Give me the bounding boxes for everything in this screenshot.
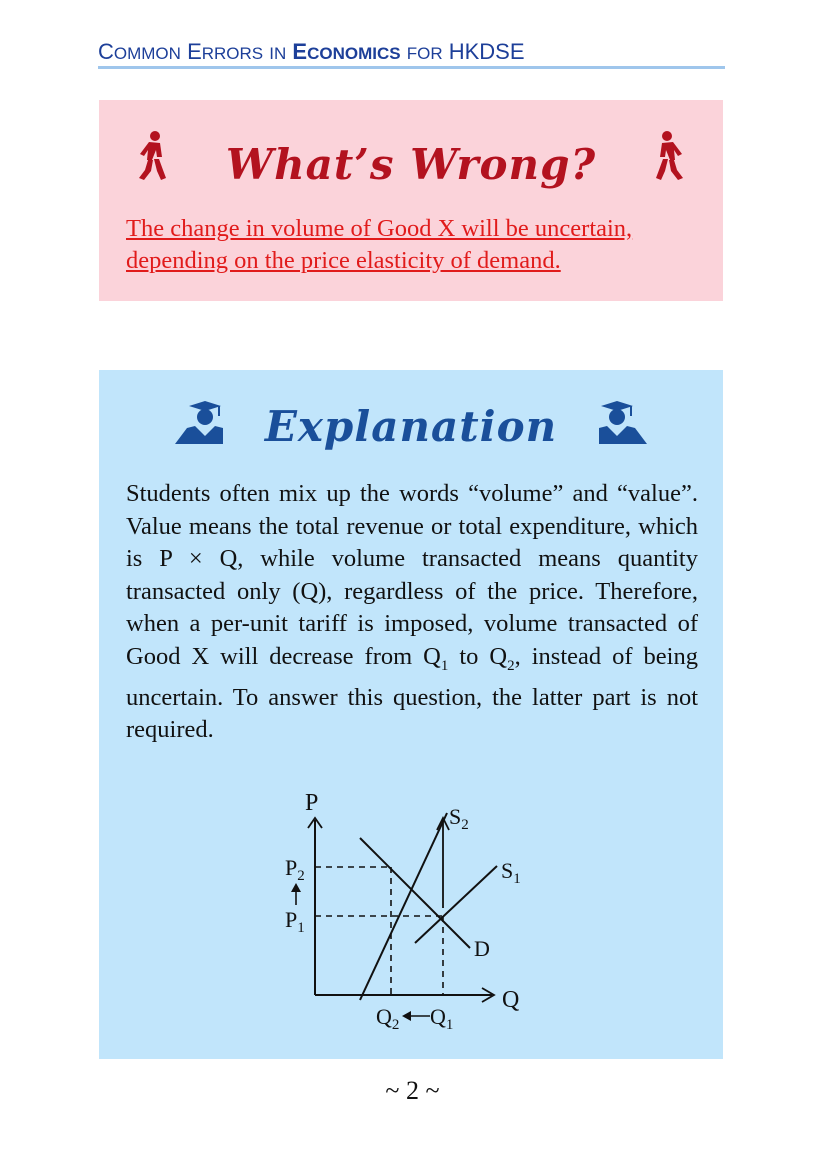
running-header [98,38,725,69]
q2-label: $Q_2$ [376,1004,400,1033]
supply-curve-s2 [360,813,447,1000]
header-common: COMMON [98,39,181,64]
page-number: ~ 2 ~ [385,1076,440,1105]
q-axis-label: Q [502,987,520,1013]
header-in: IN [269,44,287,63]
p-axis-label: P [305,790,319,816]
graduate-icon [597,400,649,446]
p1-label: $P_1$ [285,907,305,936]
explanation-text: Students often mix up the words “volume” and “value”. Value means the total revenue or total expenditure, which is P × Q, while volume transacted means quantity transacted only (Q), regardless of the price. Therefore, when a per-unit tariff is imposed, volume transacted of Good X will decrease from $Q_1$ to $Q_2$, instead of being uncertain. To answer this question, the latter part is not required. [126,480,698,744]
price-rise-arrowhead [291,883,301,892]
supply-demand-diagram [270,780,540,1040]
header-hkdse: HKDSE [448,39,525,64]
s1-label: $S_1$ [501,858,521,887]
s2-label: $S_2$ [449,804,469,833]
header-errors: ERRORS [187,39,264,64]
header-for: FOR [406,44,443,63]
header-economics: ECONOMICS [292,39,401,64]
running-figure-icon [653,130,687,182]
explanation-title: Explanation [264,402,558,451]
whats-wrong-box [99,100,723,301]
p2-label: $P_2$ [285,855,305,884]
quantity-fall-arrowhead [402,1011,411,1021]
demand-curve [360,838,470,948]
q1-label: $Q_1$ [430,1004,454,1033]
whats-wrong-text: The change in volume of Good X will be uncertain, depending on the price elasticity of demand. [126,215,633,274]
whats-wrong-title: What’s Wrong? [225,140,597,189]
d-label: D [474,936,490,961]
